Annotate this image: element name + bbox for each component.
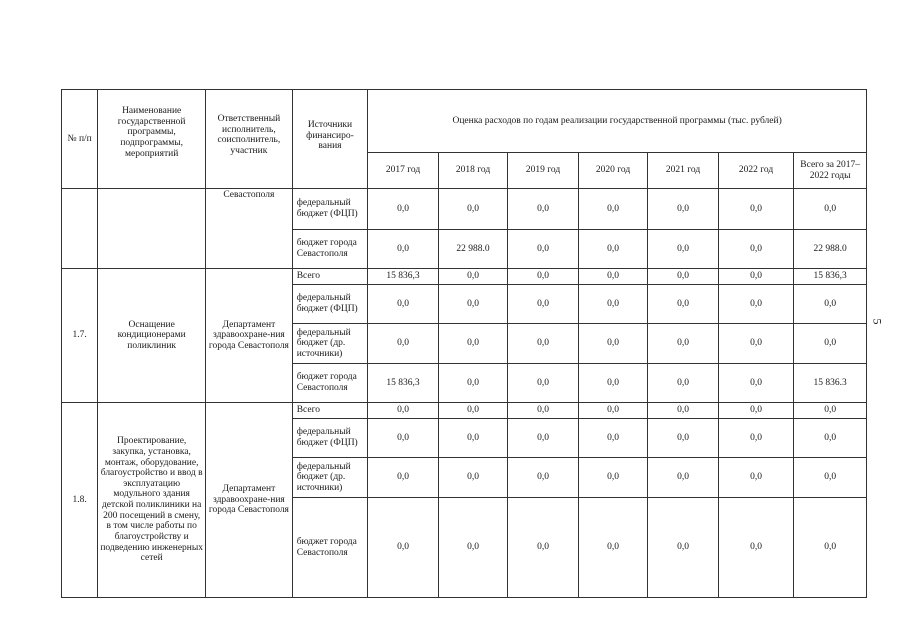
cell-value: 0,0 — [578, 364, 648, 403]
cell-value: 0,0 — [508, 230, 579, 269]
cell-value: 0,0 — [578, 498, 648, 598]
cell-source: бюджет города Севастополя — [292, 498, 368, 598]
cell-value: 0,0 — [368, 189, 439, 230]
page-number: 5 — [870, 318, 885, 325]
cell-value: 0,0 — [794, 419, 867, 458]
header-year: 2019 год — [508, 153, 579, 189]
cell-value: 0,0 — [648, 189, 719, 230]
cell-value: 0,0 — [508, 364, 579, 403]
cell-value: 0,0 — [718, 230, 794, 269]
cell-value: 0,0 — [794, 458, 867, 498]
header-responsible: Ответственный исполнитель, соисполнитель, участник — [206, 90, 293, 189]
header-year: 2020 год — [578, 153, 648, 189]
cell-value: 0,0 — [718, 458, 794, 498]
cell-value: 0,0 — [508, 458, 579, 498]
header-year: 2018 год — [438, 153, 508, 189]
cell-value: 0,0 — [508, 324, 579, 364]
cell-value: 0,0 — [438, 419, 508, 458]
cell-value: 0,0 — [718, 364, 794, 403]
cell-source: бюджет города Севастополя — [292, 364, 368, 403]
cell-num — [62, 189, 98, 269]
cell-value: 0,0 — [438, 269, 508, 285]
cell-value: 0,0 — [508, 285, 579, 324]
cell-value: 0,0 — [718, 419, 794, 458]
header-estimate: Оценка расходов по годам реализации государственной программы (тыс. рублей) — [368, 90, 867, 153]
cell-value: 15 836.3 — [794, 364, 867, 403]
cell-responsible: Севастополя — [206, 189, 293, 269]
cell-value: 0,0 — [368, 285, 439, 324]
cell-value: 0,0 — [368, 419, 439, 458]
header-sources: Источники финансиро-вания — [292, 90, 368, 189]
cell-value: 0,0 — [508, 403, 579, 419]
cell-value: 0,0 — [578, 403, 648, 419]
cell-value: 0,0 — [578, 419, 648, 458]
cell-value: 0,0 — [648, 364, 719, 403]
cell-value: 0,0 — [368, 230, 439, 269]
cell-value: 0,0 — [718, 189, 794, 230]
cell-source: Всего — [292, 403, 368, 419]
cell-value: 0,0 — [438, 285, 508, 324]
cell-value: 0,0 — [718, 269, 794, 285]
budget-table — [61, 89, 867, 598]
cell-responsible: Департамент здравоохране-ния города Севастополя — [206, 269, 293, 403]
table-row — [62, 269, 867, 285]
cell-value: 0,0 — [368, 403, 439, 419]
cell-value: 15 836,3 — [368, 364, 439, 403]
cell-value: 0,0 — [578, 285, 648, 324]
cell-value: 0,0 — [794, 324, 867, 364]
cell-value: 0,0 — [578, 189, 648, 230]
cell-value: 0,0 — [718, 403, 794, 419]
cell-value: 0,0 — [438, 189, 508, 230]
cell-source: федеральный бюджет (др. источники) — [292, 324, 368, 364]
header-year: 2022 год — [718, 153, 794, 189]
cell-source: бюджет города Севастополя — [292, 230, 368, 269]
header-name: Наименование государственной программы, подпрограммы, мероприятий — [98, 90, 206, 189]
cell-value: 0,0 — [368, 324, 439, 364]
cell-name: Оснащение кондиционерами поликлиник — [98, 269, 206, 403]
cell-value: 0,0 — [794, 285, 867, 324]
cell-value: 0,0 — [648, 230, 719, 269]
cell-value: 0,0 — [718, 285, 794, 324]
cell-value: 0,0 — [648, 324, 719, 364]
cell-value: 0,0 — [438, 458, 508, 498]
header-year: 2017 год — [368, 153, 439, 189]
cell-value: 0,0 — [794, 189, 867, 230]
cell-value: 0,0 — [648, 419, 719, 458]
cell-value: 0,0 — [718, 498, 794, 598]
cell-value: 15 836,3 — [368, 269, 439, 285]
cell-value: 0,0 — [794, 403, 867, 419]
cell-value: 0,0 — [368, 458, 439, 498]
cell-value: 0,0 — [508, 189, 579, 230]
cell-value: 0,0 — [438, 364, 508, 403]
cell-value: 0,0 — [438, 498, 508, 598]
cell-value: 0,0 — [368, 498, 439, 598]
table-row — [62, 403, 867, 419]
cell-source: федеральный бюджет (др. источники) — [292, 458, 368, 498]
cell-value: 15 836,3 — [794, 269, 867, 285]
cell-name: Проектирование, закупка, установка, монтаж, оборудование, благоустройство и ввод в эксплуатацию модульного здания детской поликлиники на 200 посещений в смену, в том числе работы по благоустройству и подведению инженерных сетей — [98, 403, 206, 598]
cell-value: 0,0 — [438, 403, 508, 419]
cell-value: 0,0 — [648, 403, 719, 419]
cell-value: 22 988.0 — [794, 230, 867, 269]
cell-value: 0,0 — [648, 498, 719, 598]
cell-source: федеральный бюджет (ФЦП) — [292, 419, 368, 458]
table-header — [62, 90, 867, 189]
cell-num: 1.7. — [62, 269, 98, 403]
header-year-total: Всего за 2017–2022 годы — [794, 153, 867, 189]
cell-responsible: Департамент здравоохране-ния города Севастополя — [206, 403, 293, 598]
cell-value: 0,0 — [508, 498, 579, 598]
cell-source: федеральный бюджет (ФЦП) — [292, 285, 368, 324]
cell-value: 0,0 — [718, 324, 794, 364]
cell-value: 0,0 — [794, 498, 867, 598]
table-row — [62, 189, 867, 230]
cell-value: 0,0 — [578, 269, 648, 285]
cell-value: 0,0 — [508, 419, 579, 458]
cell-value: 0,0 — [648, 285, 719, 324]
cell-value: 0,0 — [438, 324, 508, 364]
cell-name — [98, 189, 206, 269]
cell-value: 0,0 — [648, 458, 719, 498]
cell-source: Всего — [292, 269, 368, 285]
cell-source: федеральный бюджет (ФЦП) — [292, 189, 368, 230]
header-year: 2021 год — [648, 153, 719, 189]
cell-num: 1.8. — [62, 403, 98, 598]
cell-value: 22 988.0 — [438, 230, 508, 269]
cell-value: 0,0 — [578, 230, 648, 269]
cell-value: 0,0 — [578, 324, 648, 364]
cell-value: 0,0 — [578, 458, 648, 498]
header-num: № п/п — [62, 90, 98, 189]
cell-value: 0,0 — [508, 269, 579, 285]
cell-value: 0,0 — [648, 269, 719, 285]
